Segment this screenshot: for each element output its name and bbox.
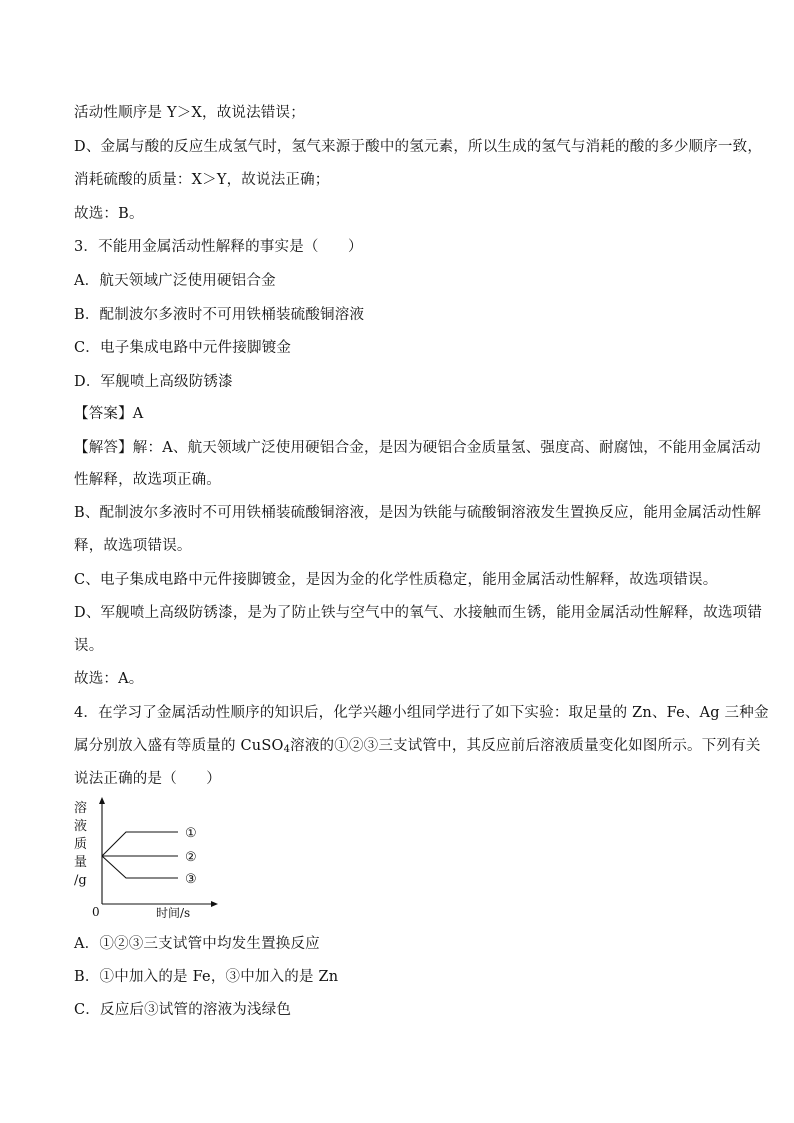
- y-axis-label: [74, 800, 87, 888]
- q4-option-a: A．①②③三支试管中均发生置换反应: [74, 936, 320, 952]
- chart-series: [102, 826, 197, 887]
- series-label: ①: [185, 826, 197, 841]
- y-axis-label-char: 质: [74, 837, 88, 852]
- q4-option-b: B．①中加入的是 Fe，③中加入的是 Zn: [74, 969, 339, 985]
- y-axis-label-char: 溶: [74, 801, 88, 816]
- text-line: 消耗硫酸的质量：X＞Y，故说法正确；: [74, 172, 330, 188]
- q3-option-b: B．配制波尔多液时不可用铁桶装硫酸铜溶液: [74, 307, 365, 323]
- q3-solution-line: 释，故选项错误。: [74, 538, 192, 554]
- q3-solution-line: 性解释，故选项正确。: [74, 472, 221, 488]
- series-label: ②: [185, 850, 197, 865]
- solution-mass-chart: [60, 796, 220, 924]
- text-line: 故选：B。: [74, 206, 144, 222]
- x-axis-label: 时间/s: [156, 906, 191, 920]
- y-axis-label-char: 液: [74, 819, 88, 834]
- text-line: 活动性顺序是 Y＞X，故说法错误；: [74, 105, 305, 121]
- q3-solution-line: 误。: [74, 638, 104, 654]
- text-line: D、金属与酸的反应生成氢气时，氢气来源于酸中的氢元素，所以生成的氢气与消耗的酸的多少顺序一致，: [74, 139, 763, 155]
- q3-solution-line: D、军舰喷上高级防锈漆，是为了防止铁与空气中的氧气、水接触而生锈，能用金属活动性解释，故选项错: [74, 605, 763, 621]
- q3-option-d: D．军舰喷上高级防锈漆: [74, 374, 233, 390]
- q4-option-c: C．反应后③试管的溶液为浅绿色: [74, 1002, 292, 1018]
- q3-option-a: A．航天领域广泛使用硬铝合金: [74, 273, 276, 289]
- q3-solution-line: C、电子集成电路中元件接脚镀金，是因为金的化学性质稳定，能用金属活动性解释，故选项错误。: [74, 572, 718, 588]
- question-4-stem: 4．在学习了金属活动性顺序的知识后，化学兴趣小组同学进行了如下实验：取足量的 Zn、Fe、Ag 三种金: [74, 705, 769, 721]
- question-4-stem: 说法正确的是（ ）: [74, 771, 221, 787]
- y-axis-label-char: 量: [74, 855, 88, 870]
- series-line: [102, 856, 178, 878]
- origin-label: 0: [92, 905, 100, 919]
- chart-axes: [99, 797, 218, 907]
- series-line: [102, 832, 178, 856]
- question-3-stem: 3．不能用金属活动性解释的事实是（ ）: [74, 239, 363, 255]
- q3-option-c: C．电子集成电路中元件接脚镀金: [74, 340, 292, 356]
- q3-answer: 【答案】A: [74, 406, 144, 422]
- q3-solution-line: B、配制波尔多液时不可用铁桶装硫酸铜溶液，是因为铁能与硫酸铜溶液发生置换反应，能用金属活动性解: [74, 505, 762, 521]
- q3-conclusion: 故选：A。: [74, 671, 144, 687]
- q3-solution-line: 【解答】解：A、航天领域广泛使用硬铝合金，是因为硬铝合金质量氢、强度高、耐腐蚀，不能用金属活动: [74, 440, 761, 456]
- question-4-stem: 属分别放入盛有等质量的 CuSO$_4$溶液的①②③三支试管中，其反应前后溶液质量变化如图所示。下列有关: [74, 738, 761, 755]
- series-label: ③: [185, 872, 197, 887]
- y-axis-label-char: /g: [74, 873, 87, 888]
